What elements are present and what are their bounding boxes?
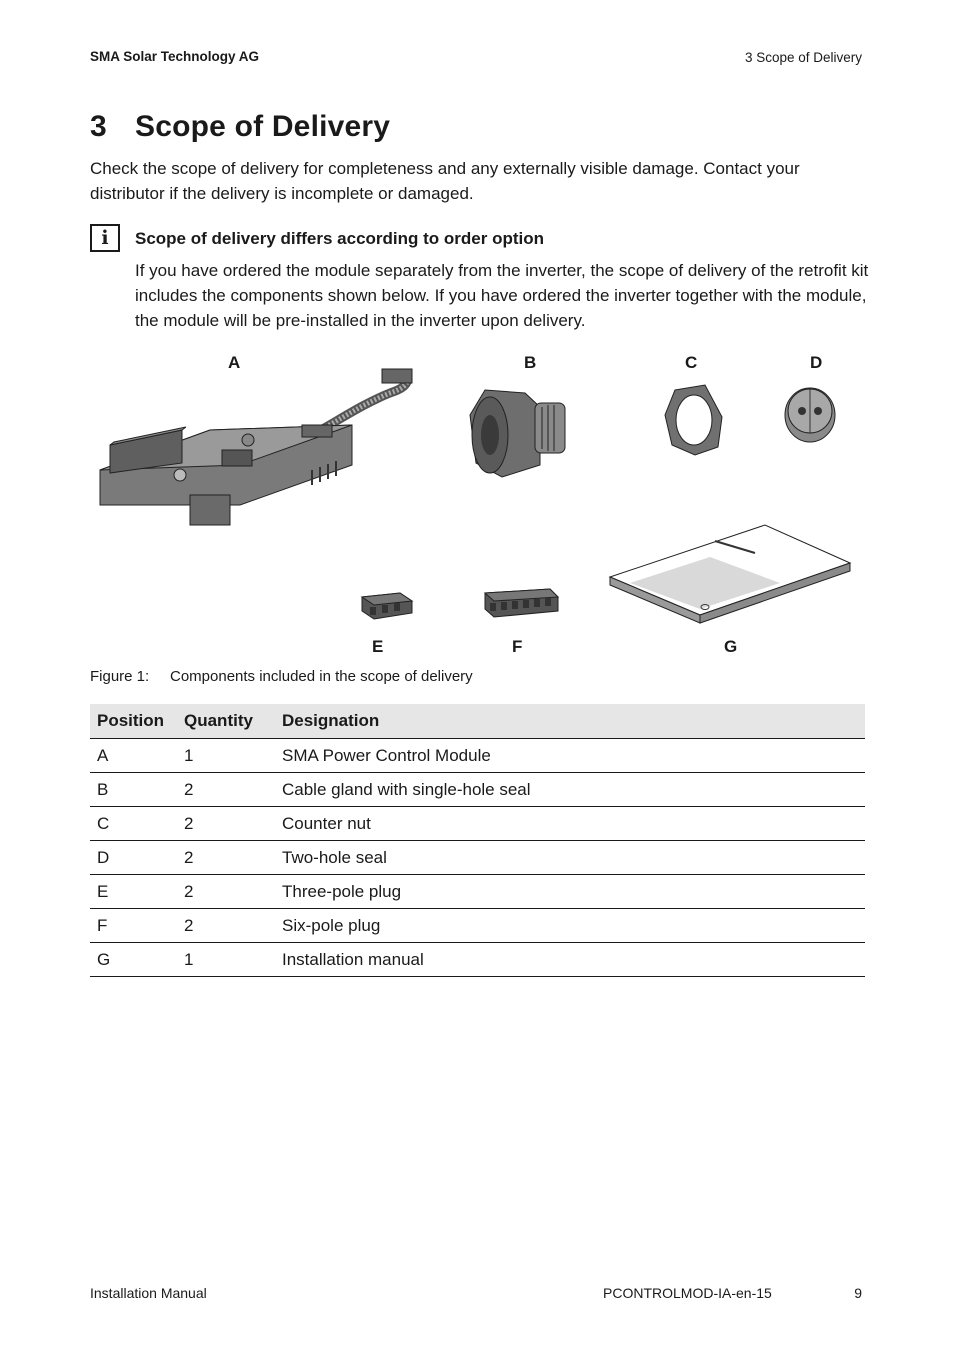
table-row [90, 909, 865, 943]
cell-quantity: 1 [177, 943, 275, 977]
note-body: If you have ordered the module separately from the inverter, the scope of delivery of the retrofit kit includes the components shown below. If you have ordered the inverter together with the module, the module will be pre-installed in the inverter upon delivery. [135, 261, 869, 330]
components-figure [90, 345, 865, 665]
figure-caption [90, 668, 473, 685]
column-header-quantity: Quantity [177, 704, 275, 739]
table-row [90, 943, 865, 977]
info-icon: i [90, 224, 120, 252]
cell-position: A [90, 739, 177, 773]
cell-position: E [90, 875, 177, 909]
cell-quantity: 2 [177, 841, 275, 875]
intro-paragraph: Check the scope of delivery for completeness and any externally visible damage. Contact your distributor if the delivery is incomplete or damaged. [90, 159, 800, 203]
table-row [90, 875, 865, 909]
figure-label-d: D [810, 353, 823, 372]
cell-position: F [90, 909, 177, 943]
figure-label-f: F [512, 637, 523, 656]
components-illustration [90, 345, 865, 665]
figure-label-e: E [372, 637, 384, 656]
cell-designation: Installation manual [275, 943, 865, 977]
cell-designation: Cable gland with single-hole seal [275, 773, 865, 807]
column-header-position: Position [90, 704, 177, 739]
page-number: 9 [854, 1285, 862, 1301]
figure-caption-label: Figure 1: [90, 668, 150, 685]
cell-designation: Two-hole seal [275, 841, 865, 875]
table-row [90, 807, 865, 841]
cell-position: D [90, 841, 177, 875]
cell-position: G [90, 943, 177, 977]
cell-quantity: 2 [177, 909, 275, 943]
cell-quantity: 2 [177, 807, 275, 841]
chapter-title [90, 110, 390, 144]
figure-label-a: A [228, 353, 241, 372]
cell-position: B [90, 773, 177, 807]
counter-nut-image [665, 385, 722, 455]
cell-quantity: 2 [177, 773, 275, 807]
note-title: Scope of delivery differs according to order option [135, 229, 545, 248]
cell-designation: SMA Power Control Module [275, 739, 865, 773]
header-section: 3 Scope of Delivery [744, 50, 862, 65]
cell-designation: Three-pole plug [275, 875, 865, 909]
cell-quantity: 2 [177, 875, 275, 909]
scope-table [90, 704, 865, 977]
cell-quantity: 1 [177, 739, 275, 773]
figure-label-g: G [724, 637, 738, 656]
chapter-title-text: Scope of Delivery [135, 110, 391, 143]
cell-designation: Counter nut [275, 807, 865, 841]
six-pole-plug-image [485, 589, 558, 617]
footer-doc-type: Installation Manual [90, 1285, 207, 1301]
three-pole-plug-image [362, 593, 412, 619]
footer-doc-code: PCONTROLMOD-IA-en-15 [603, 1285, 772, 1301]
table-row [90, 739, 865, 773]
figure-label-b: B [524, 353, 537, 372]
chapter-number: 3 [90, 110, 107, 143]
figure-label-c: C [685, 353, 698, 372]
figure-caption-text: Components included in the scope of delivery [170, 668, 473, 685]
two-hole-seal-image [785, 388, 835, 442]
power-control-module-image [100, 369, 412, 525]
cell-designation: Six-pole plug [275, 909, 865, 943]
cable-gland-image [470, 390, 565, 477]
table-row [90, 841, 865, 875]
table-row [90, 773, 865, 807]
table-header-row [90, 704, 865, 739]
cell-position: C [90, 807, 177, 841]
column-header-designation: Designation [275, 704, 865, 739]
header-company: SMA Solar Technology AG [90, 49, 260, 64]
installation-manual-image [610, 525, 850, 623]
